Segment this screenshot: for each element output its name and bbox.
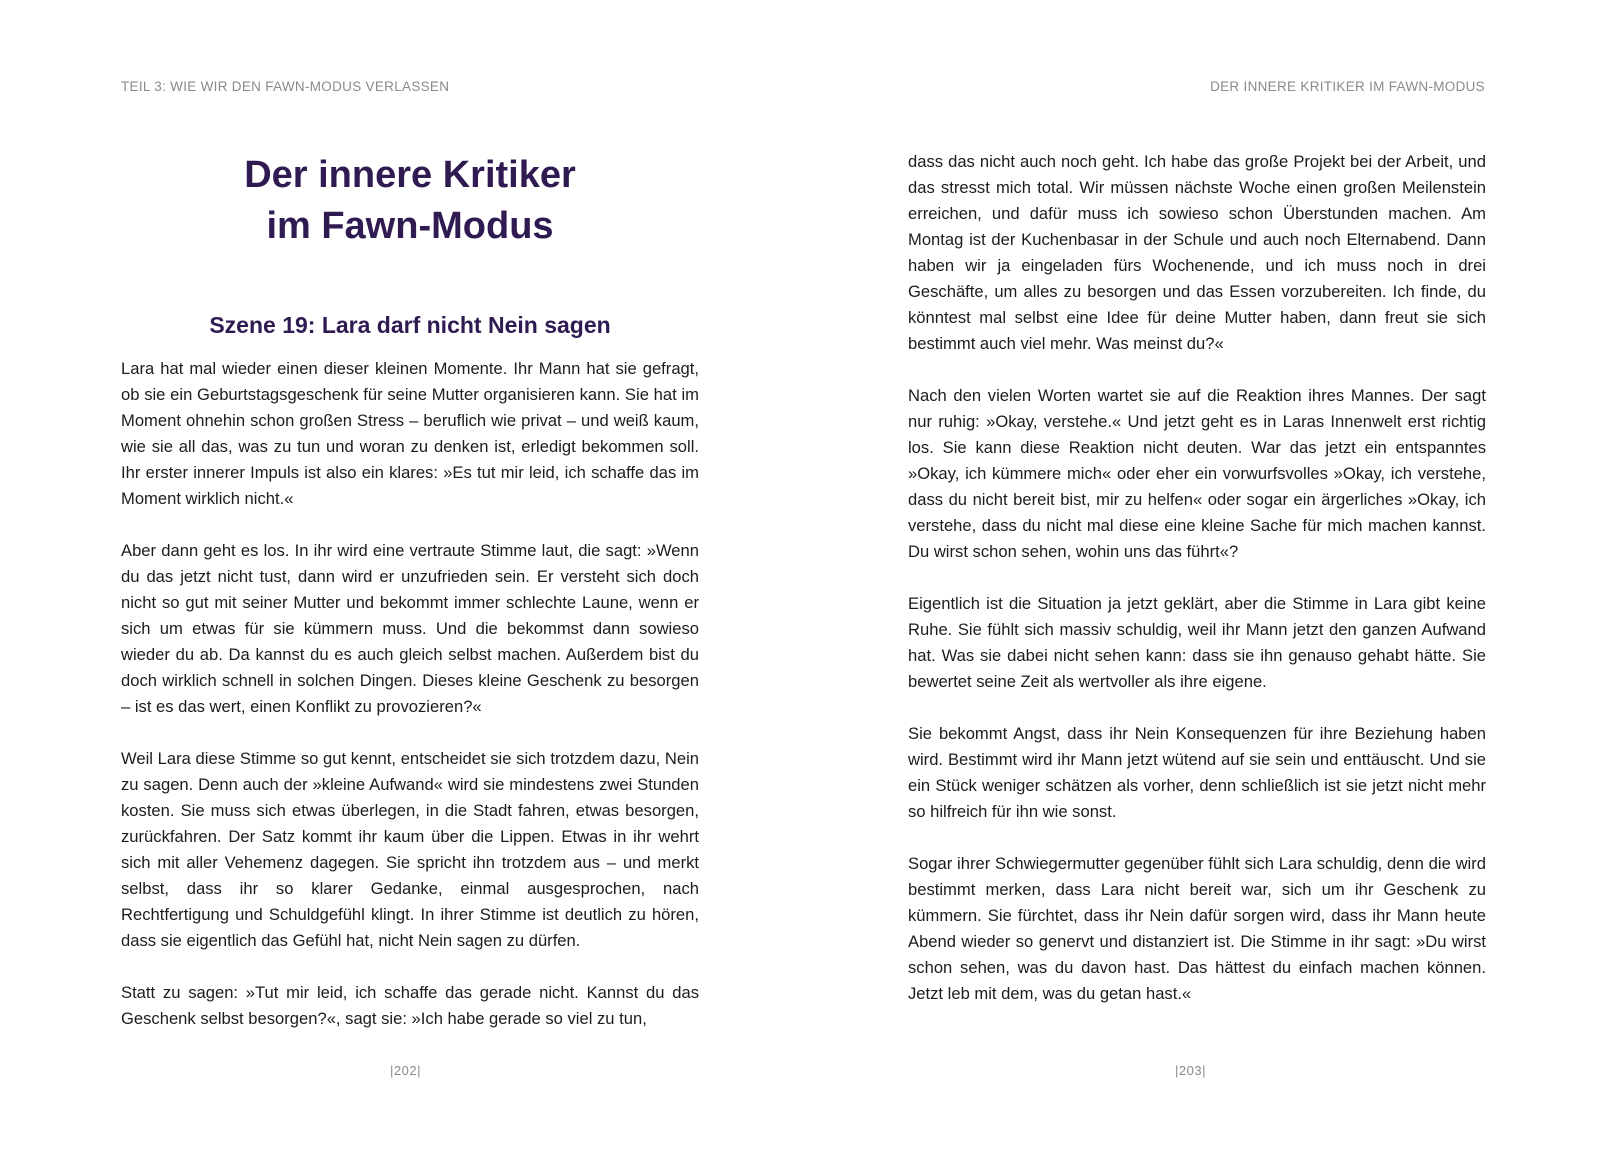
paragraph: Lara hat mal wieder einen dieser kleinen Momente. Ihr Mann hat sie gefragt, ob sie ein Geburtstagsgeschenk für seine Mutter organisieren kann. Sie hat im Moment ohnehin schon großen Stress – beruflich wie privat – und weiß kaum, wie sie all das, was zu tun und woran zu denken ist, erledigt bekommen soll. Ihr erster innerer Impuls ist also ein klares: »Es tut mir leid, ich schaffe das im Moment wirklich nicht.« bbox=[121, 359, 699, 508]
running-head-left: TEIL 3: WIE WIR DEN FAWN-MODUS VERLASSEN bbox=[121, 79, 450, 94]
paragraph: Sie bekommt Angst, dass ihr Nein Konsequenzen für ihre Beziehung haben wird. Bestimmt wird ihr Mann jetzt wütend auf sie sein und enttäuscht. Und sie ein Stück weniger schätzen als vorher, denn schließlich ist sie jetzt nicht mehr so hilfreich für ihn wie sonst. bbox=[908, 724, 1486, 821]
right-page bbox=[800, 0, 1600, 1150]
chapter-title-line2: im Fawn-Modus bbox=[266, 205, 554, 247]
chapter-title-line1: Der innere Kritiker bbox=[244, 154, 576, 196]
paragraph: Eigentlich ist die Situation ja jetzt geklärt, aber die Stimme in Lara gibt keine Ruhe. Sie fühlt sich massiv schuldig, weil ihr Mann jetzt den ganzen Aufwand hat. Was sie dabei nicht sehen kann: dass sie ihn genauso gehabt hätte. Sie bewertet seine Zeit als wertvoller als ihre eigene. bbox=[908, 594, 1486, 691]
page-number-left: |202| bbox=[390, 1063, 421, 1078]
left-page-content bbox=[121, 150, 699, 1058]
page-number-right: |203| bbox=[1175, 1063, 1206, 1078]
right-page-content bbox=[908, 149, 1486, 1033]
paragraph: Sogar ihrer Schwiegermutter gegenüber fühlt sich Lara schuldig, denn die wird bestimmt merken, dass Lara nicht bereit war, sich um ihr Geschenk zu kümmern. Sie fürchtet, dass ihr Nein dafür sorgen wird, dass ihr Mann heute Abend wieder so genervt und distanziert ist. Die Stimme in ihr sagt: »Du wirst schon sehen, was du davon hast. Das hättest du einfach machen können. Jetzt leb mit dem, was du getan hast.« bbox=[908, 854, 1486, 1003]
paragraph: Weil Lara diese Stimme so gut kennt, entscheidet sie sich trotzdem dazu, Nein zu sagen. Denn auch der »kleine Aufwand« wird sie mindestens zwei Stunden kosten. Sie muss sich etwas überlegen, in die Stadt fahren, etwas besorgen, zurückfahren. Der Satz kommt ihr kaum über die Lippen. Etwas in ihr wehrt sich mit aller Vehemenz dagegen. Sie spricht ihn trotzdem aus – und merkt selbst, dass ihr so klarer Gedanke, einmal ausgesprochen, nach Rechtfertigung und Schuldgefühl klingt. In ihrer Stimme ist deutlich zu hören, dass sie eigentlich das Gefühl hat, nicht Nein sagen zu dürfen. bbox=[121, 749, 699, 950]
paragraph: Nach den vielen Worten wartet sie auf die Reaktion ihres Mannes. Der sagt nur ruhig: »Okay, verstehe.« Und jetzt geht es in Laras Innenwelt erst richtig los. Sie kann diese Reaktion nicht deuten. War das jetzt ein entspanntes »Okay, ich kümmere mich« oder eher ein vorwurfsvolles »Okay, ich verstehe, dass du nicht bereit bist, mir zu helfen« oder sogar ein ärgerliches »Okay, ich verstehe, dass du nicht mal diese eine kleine Sache für mich machen kannst. Du wirst schon sehen, wohin uns das führt«? bbox=[908, 386, 1486, 561]
paragraph: Statt zu sagen: »Tut mir leid, ich schaffe das gerade nicht. Kannst du das Geschenk selbst besorgen?«, sagt sie: »Ich habe gerade so viel zu tun, bbox=[121, 983, 699, 1028]
paragraph: Aber dann geht es los. In ihr wird eine vertraute Stimme laut, die sagt: »Wenn du das jetzt nicht tust, dann wird er unzufrieden sein. Er versteht sich doch nicht so gut mit seiner Mutter und bekommt immer schlechte Laune, wenn er sich um etwas für sie kümmern muss. Und die bekommst dann sowieso wieder du ab. Da kannst du es auch gleich selbst machen. Außerdem bist du doch wirklich schnell in solchen Dingen. Dieses kleine Geschenk zu besorgen – ist es das wert, einen Konflikt zu provozieren?« bbox=[121, 541, 699, 716]
scene-title: Szene 19: Lara darf nicht Nein sagen bbox=[209, 312, 611, 338]
running-head-right: DER INNERE KRITIKER IM FAWN-MODUS bbox=[1210, 79, 1485, 94]
paragraph: dass das nicht auch noch geht. Ich habe das große Projekt bei der Arbeit, und das stresst mich total. Wir müssen nächste Woche einen großen Meilenstein erreichen, und dafür muss ich sowieso schon Überstunden machen. Am Montag ist der Kuchenbasar in der Schule und auch noch Elternabend. Dann haben wir ja eingeladen fürs Wochenende, und ich muss noch in drei Geschäfte, um alles zu besorgen und das Essen vorzubereiten. Ich finde, du könntest mal selbst eine Idee für deine Mutter haben, dann freut sie sich bestimmt auch viel mehr. Was meinst du?« bbox=[908, 152, 1486, 353]
chapter-title bbox=[121, 150, 699, 252]
